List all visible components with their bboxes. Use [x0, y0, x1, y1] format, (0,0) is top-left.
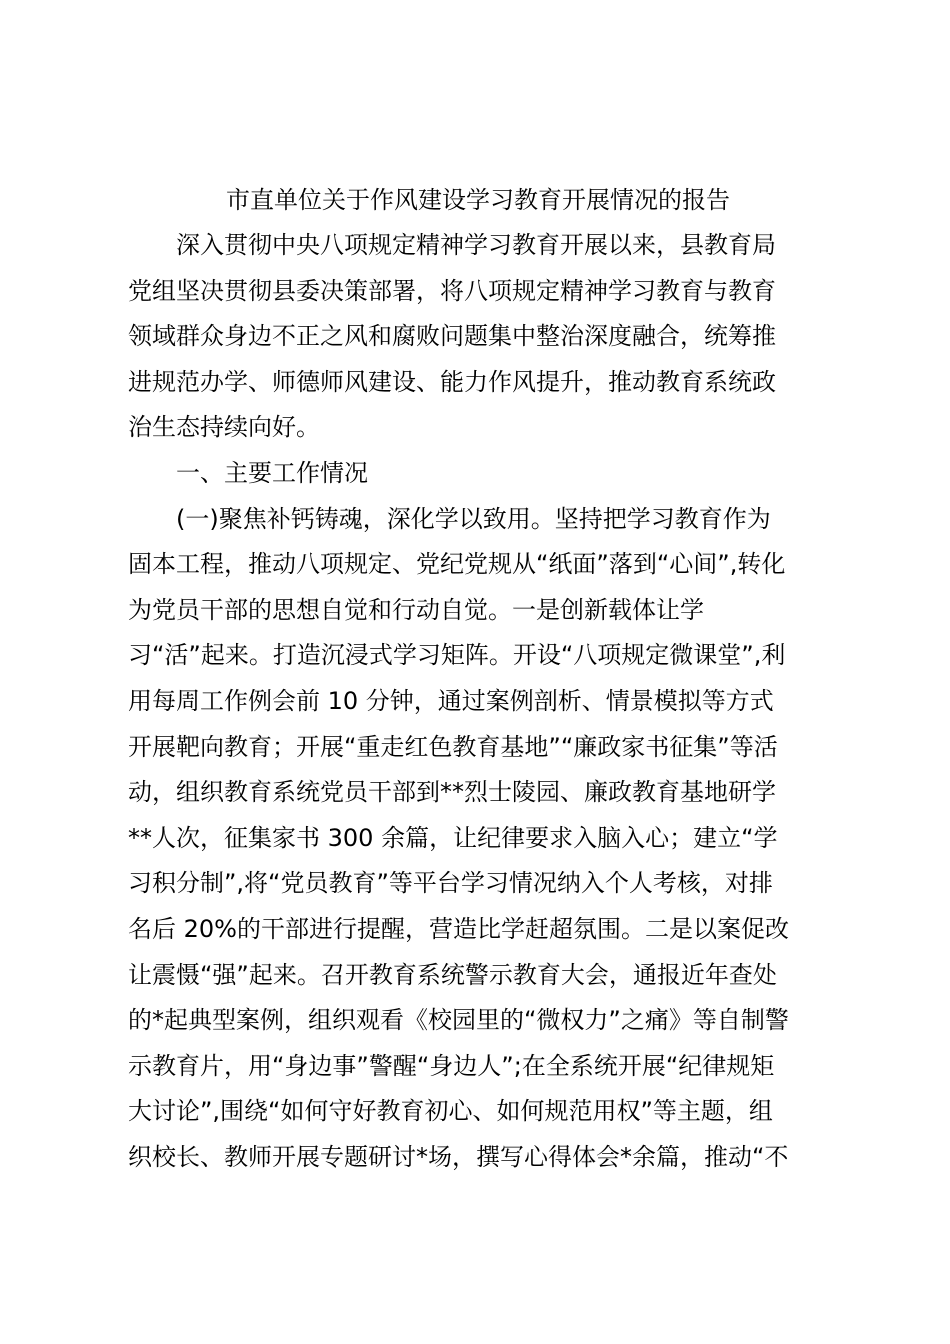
paragraph-line: 织校长、教师开展专题研讨*场，撰写心得体会*余篇，推动“不: [128, 1142, 789, 1171]
paragraph-line: 用每周工作例会前 10 分钟，通过案例剖析、情景模拟等方式: [128, 686, 774, 715]
paragraph-line: 让震慑“强”起来。召开教育系统警示教育大会，通报近年查处: [128, 960, 777, 989]
section-heading: 一、主要工作情况: [176, 458, 368, 487]
paragraph-line: 治生态持续向好。: [128, 413, 320, 442]
paragraph-line: 示教育片，用“身边事”警醒“身边人”;在全系统开展“纪律规矩: [128, 1051, 775, 1080]
paragraph-line: 大讨论”,围绕“如何守好教育初心、如何规范用权”等主题，组: [128, 1097, 773, 1126]
document-title: 市直单位关于作风建设学习教育开展情况的报告: [226, 186, 730, 214]
paragraph-line: 固本工程，推动八项规定、党纪党规从“纸面”落到“心间”,转化: [128, 550, 786, 579]
document-body: [128, 223, 848, 1180]
paragraph-line: 开展靶向教育；开展“重走红色教育基地”“廉政家书征集”等活: [128, 732, 778, 761]
paragraph-line: 名后 20%的干部进行提醒，营造比学赶超氛围。二是以案促改: [128, 914, 789, 943]
paragraph-line: 进规范办学、师德师风建设、能力作风提升，推动教育系统政: [128, 367, 776, 396]
paragraph-line: 的*起典型案例，组织观看《校园里的“微权力”之痛》等自制警: [128, 1006, 789, 1035]
paragraph-line: 习“活”起来。打造沉浸式学习矩阵。开设“八项规定微课堂”,利: [128, 641, 786, 670]
paragraph-line: 领域群众身边不正之风和腐败问题集中整治深度融合，统筹推: [128, 322, 776, 351]
paragraph-line: (一)聚焦补钙铸魂，深化学以致用。坚持把学习教育作为: [176, 504, 771, 533]
paragraph-line: 党组坚决贯彻县委决策部署，将八项规定精神学习教育与教育: [128, 276, 776, 305]
paragraph-line: 深入贯彻中央八项规定精神学习教育开展以来，县教育局: [176, 231, 776, 259]
paragraph-line: **人次，征集家书 300 余篇，让纪律要求入脑入心；建立“学: [128, 823, 778, 852]
paragraph-line: 习积分制”,将“党员教育”等平台学习情况纳入个人考核，对排: [128, 869, 773, 898]
paragraph-line: 动，组织教育系统党员干部到**烈士陵园、廉政教育基地研学: [128, 778, 776, 807]
paragraph-line: 为党员干部的思想自觉和行动自觉。一是创新载体让学: [128, 595, 704, 624]
